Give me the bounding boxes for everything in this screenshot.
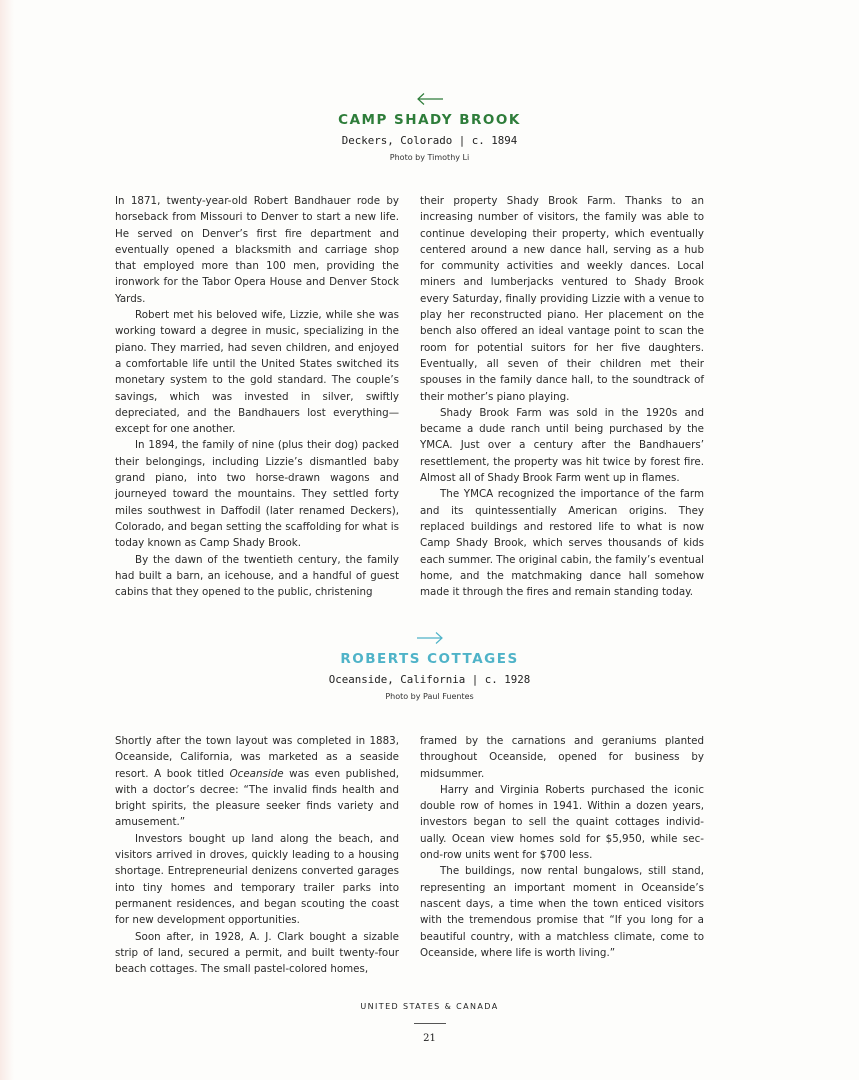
arrow-left-icon [415,92,445,106]
text-column-right [420,193,704,600]
paragraph: The YMCA recognized the importance of the farm and its quintessentially American origins. They replaced buildings and restored life to what is now Camp Shady Brook, which serves thousands of kids each summer. The original cabin, the family’s eventual home, and the matchmaking dance hall somehow made it through the fires and remain standing today. [420,488,704,599]
section-header-camp-shady-brook [0,92,859,162]
paragraph: Soon after, in 1928, A. J. Clark bought a sizable strip of land, secured a permit, and built twenty-four beach cottages. The small pastel-colored homes, [115,930,399,976]
section-header-roberts-cottages [0,631,859,701]
paragraph [115,733,399,831]
paragraph: In 1894, the family of nine (plus their dog) packed their belongings, including Lizzie’s dismantled baby grand piano, into two horse-drawn wagons and journeyed toward the mountains. They settled forty miles southwest in Daffodil (later renamed Deckers), Colorado, and began setting the scaffolding for what is today known as Camp Shady Brook. [115,439,399,550]
paragraph: The buildings, now rental bungalows, still stand, representing an important moment in Oceanside’s nascent days, a time when the town enticed visitors with the tremendous promise that “If you long for a beautiful country, with a matchless climate, come to Oceanside, where life is worth living.” [420,865,704,959]
paragraph: In 1871, twenty-year-old Robert Bandhauer rode by horseback from Missouri to Denver to start a new life. He served on Denver’s first fire department and eventually opened a blacksmith and carriage shop that employed more than 100 men, providing the ironwork for the Tabor Opera House and Denver Stock Yards. [115,195,399,305]
text-column-left [115,193,399,600]
footer-divider [414,1023,446,1024]
paragraph: Harry and Virginia Roberts purchased the iconic double row of homes in 1941. Within a dozen years, investors began to sell the quaint cottages individually. Ocean view homes sold for $5,950, while second-row units went for $700 less. [420,783,704,862]
text-column-right [420,733,704,961]
section-location: Oceanside, California | c. 1928 [328,673,531,686]
section-title: CAMP SHADY BROOK [338,112,521,128]
paragraph: Shady Brook Farm was sold in the 1920s and became a dude ranch until being purchased by the YMCA. Just over a century after the Bandhauers’ resettlement, the property was hit twice by forest fire. Almost all of Shady Brook Farm went up in flames. [420,406,704,485]
paragraph-text: was even published, with a doctor’s decree: “The invalid finds health and bright spirits, the pleasure seeker finds variety and amusement.” [115,767,399,829]
paragraph: Robert met his beloved wife, Lizzie, while she was working toward a degree in music, specializing in the piano. They married, had seven children, and enjoyed a comfortable life until the United States switched its monetary system to the gold standard. The couple’s savings, which was invested in silver, swiftly depreciated, and the Bandhauers lost everything—except for one another. [115,309,399,436]
paragraph: their property Shady Brook Farm. Thanks to an increasing number of visitors, the family was able to continue developing their property, which eventually centered around a new dance hall, serving as a hub for community activities and weekly dances. Local miners and lumberjacks ventured to Shady Brook every Saturday, finally providing Lizzie with a venue to play her reconstructed piano. Her placement on the bench also offered an ideal vantage point to scan the room for potential suitors for her five daughters. Eventually, all seven of their children met their spouses in the family dance hall, to the soundtrack of their mother’s piano playing. [420,195,704,403]
paragraph: Investors bought up land along the beach, and visitors arrived in droves, quickly leading to a housing shortage. Entrepreneurial denizens converted garages into tiny homes and temporary trailer parks into permanent residences, and began scouting the coast for new development opportunities. [115,832,399,927]
book-title: Oceanside [229,767,284,780]
page-footer [0,1002,859,1044]
section-title: ROBERTS COTTAGES [340,651,519,667]
text-column-left [115,733,399,977]
page-number: 21 [423,1033,436,1044]
paragraph: framed by the carnations and geraniums planted throughout Oceanside, opened for business by midsummer. [420,735,704,780]
page-edge-shadow [0,0,14,1080]
section-location: Deckers, Colorado | c. 1894 [341,134,518,147]
paragraph: By the dawn of the twentieth century, the family had built a barn, an icehouse, and a handful of guest cabins that they opened to the public, christening [115,553,399,599]
arrow-right-icon [415,631,445,645]
running-footer: UNITED STATES & CANADA [360,1002,499,1011]
paragraph-text: Shortly after the town layout was completed in 1883, Oceanside, California, was marketed as a seaside resort. A book titled [115,735,399,780]
photo-credit: Photo by Timothy Li [389,153,470,162]
photo-credit: Photo by Paul Fuentes [385,692,474,701]
